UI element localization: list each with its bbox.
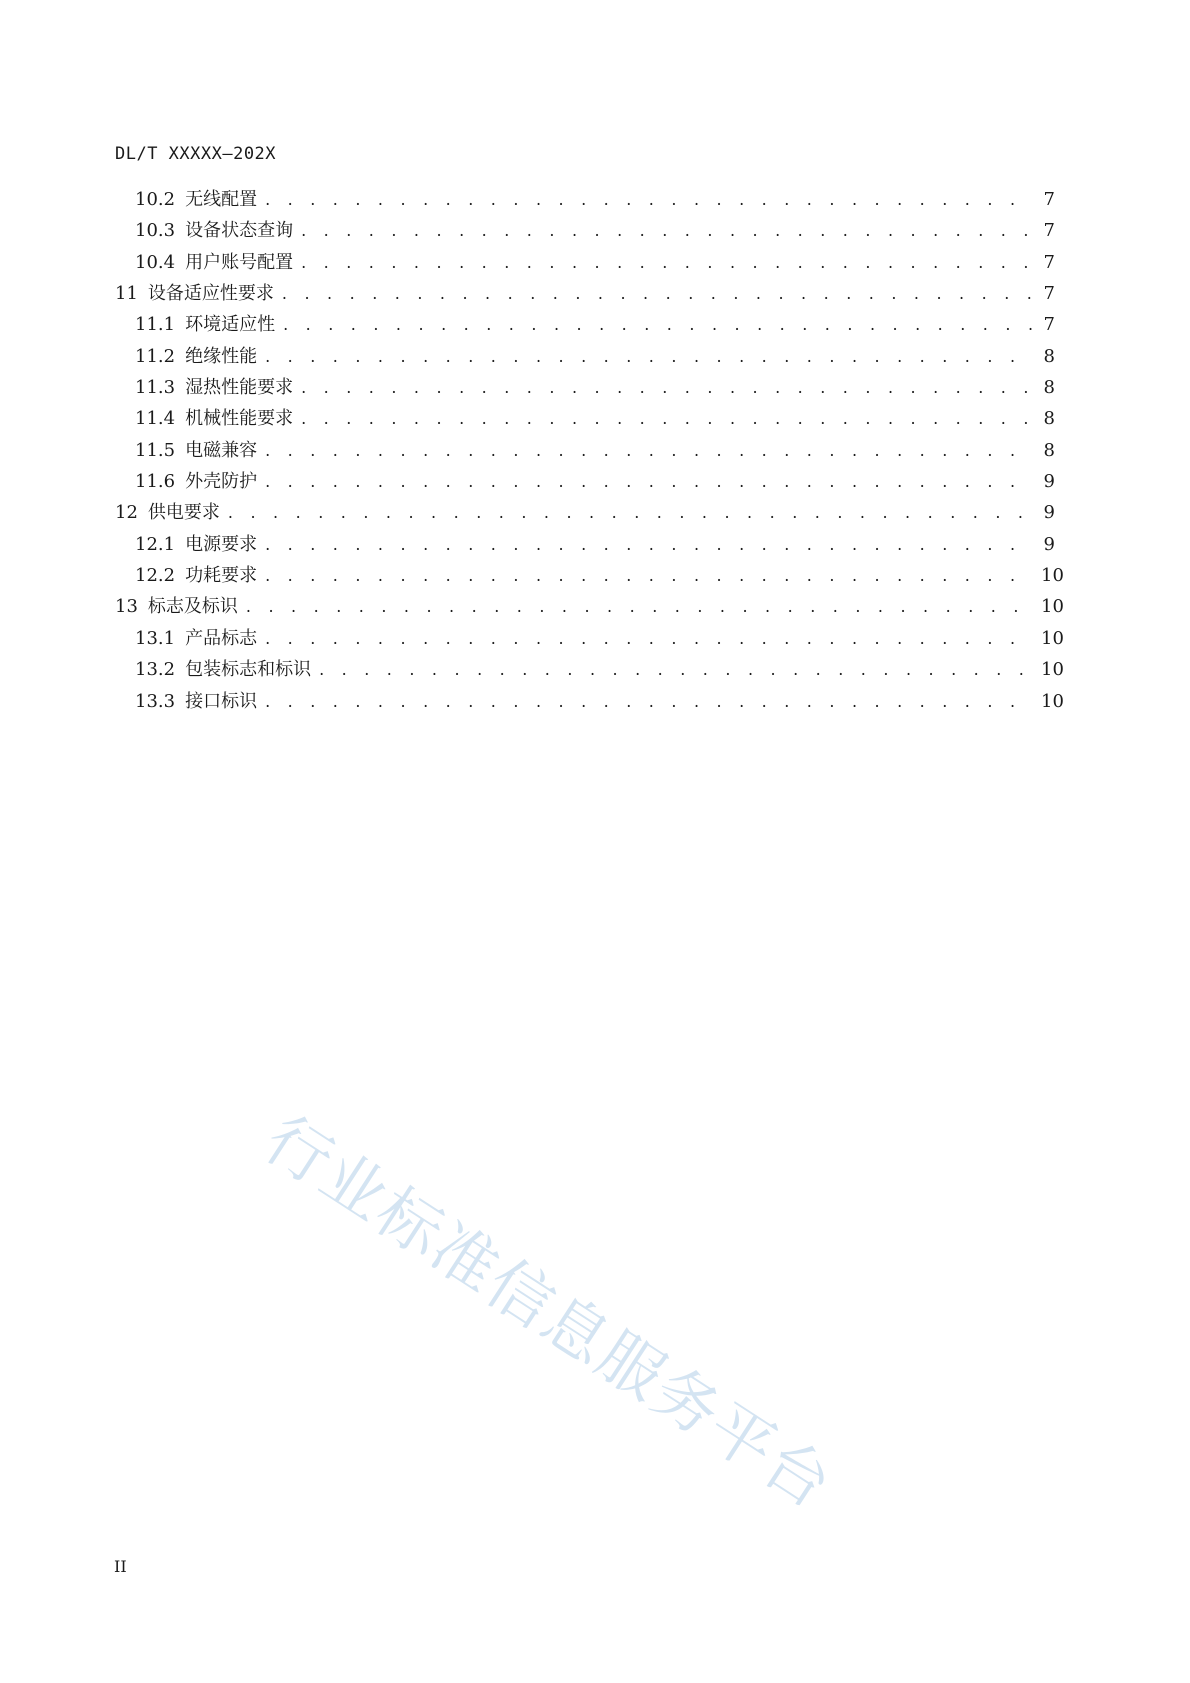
toc-entry-page: 8: [1043, 345, 1055, 367]
toc-entry[interactable]: [115, 436, 1055, 467]
toc-entry-title: 设备状态查询: [185, 220, 294, 242]
toc-entry[interactable]: [115, 342, 1055, 373]
toc-entry-number: 12.2: [135, 565, 176, 587]
toc-dot-leader: [265, 566, 1033, 585]
toc-entry-title: 外壳防护: [185, 471, 258, 493]
toc-entry[interactable]: [115, 373, 1055, 404]
toc-entry-page: 10: [1041, 690, 1064, 712]
toc-dot-leader: [265, 190, 1033, 209]
toc-entry-title: 机械性能要求: [185, 408, 294, 430]
toc-entry-title: 电源要求: [185, 533, 258, 555]
toc-dot-leader: [301, 378, 1033, 397]
toc-entry[interactable]: [115, 185, 1055, 216]
toc-entry-title: 环境适应性: [185, 314, 276, 336]
toc-entry-number: 13.2: [135, 659, 176, 681]
toc-entry-page: 10: [1041, 627, 1064, 649]
document-code: DL/T XXXXX—202X: [115, 144, 277, 164]
toc-entry[interactable]: [115, 561, 1064, 592]
toc-entry-page: 7: [1043, 189, 1055, 210]
toc-entry-page: 10: [1041, 596, 1064, 618]
watermark: 行业标准信息服务平台: [251, 1102, 846, 1525]
toc-dot-leader: [301, 409, 1033, 428]
toc-entry-number: 10.2: [135, 189, 176, 210]
toc-dot-leader: [265, 441, 1033, 460]
toc-entry-page: 8: [1043, 377, 1055, 399]
table-of-contents: [115, 185, 1064, 718]
toc-entry-number: 13.1: [135, 627, 176, 649]
toc-entry-number: 11.4: [135, 408, 176, 430]
toc-entry-page: 8: [1043, 408, 1055, 430]
toc-entry-page: 7: [1043, 220, 1055, 242]
toc-entry-title: 包装标志和标识: [185, 659, 312, 681]
toc-dot-leader: [265, 472, 1033, 491]
toc-entry-page: 9: [1043, 533, 1055, 555]
toc-entry[interactable]: [115, 687, 1064, 718]
toc-entry-title: 设备适应性要求: [147, 283, 274, 305]
toc-dot-leader: [265, 629, 1033, 648]
toc-dot-leader: [265, 347, 1033, 366]
toc-entry-title: 湿热性能要求: [185, 377, 294, 399]
toc-entry[interactable]: [115, 467, 1055, 498]
toc-entry-title: 用户账号配置: [185, 251, 294, 273]
toc-entry-title: 供电要求: [147, 502, 220, 524]
toc-entry-title: 标志及标识: [147, 596, 238, 618]
toc-entry[interactable]: [115, 498, 1055, 529]
toc-entry[interactable]: [115, 310, 1055, 341]
toc-entry-page: 7: [1043, 251, 1055, 273]
toc-entry[interactable]: [115, 404, 1055, 435]
toc-entry-number: 11: [115, 283, 138, 305]
toc-entry-page: 7: [1043, 283, 1055, 305]
toc-entry-number: 13.3: [135, 690, 176, 712]
toc-entry[interactable]: [115, 279, 1055, 310]
toc-dot-leader: [228, 503, 1033, 522]
toc-entry-title: 绝缘性能: [185, 345, 258, 367]
toc-dot-leader: [282, 284, 1033, 303]
toc-entry-page: 7: [1043, 314, 1055, 336]
toc-entry-number: 11.2: [135, 345, 176, 367]
toc-entry-number: 12: [115, 502, 138, 524]
toc-entry-title: 功耗要求: [185, 565, 258, 587]
toc-entry-number: 10.3: [135, 220, 176, 242]
toc-entry[interactable]: [115, 592, 1064, 623]
toc-entry-page: 10: [1041, 659, 1064, 681]
toc-entry[interactable]: [115, 216, 1055, 247]
toc-dot-leader: [301, 221, 1033, 240]
toc-dot-leader: [265, 692, 1033, 711]
toc-dot-leader: [301, 253, 1033, 272]
toc-entry[interactable]: [115, 655, 1064, 686]
toc-entry-title: 无线配置: [185, 189, 258, 210]
toc-dot-leader: [265, 535, 1033, 554]
toc-entry-number: 11.1: [135, 314, 176, 336]
toc-entry-page: 9: [1043, 471, 1055, 493]
toc-entry-page: 9: [1043, 502, 1055, 524]
toc-entry-number: 12.1: [135, 533, 176, 555]
toc-entry[interactable]: [115, 248, 1055, 279]
toc-entry-number: 11.3: [135, 377, 176, 399]
toc-entry-page: 8: [1043, 439, 1055, 461]
toc-dot-leader: [319, 660, 1033, 679]
toc-entry-number: 13: [115, 596, 138, 618]
toc-entry-number: 11.5: [135, 439, 176, 461]
page-number: II: [114, 1557, 127, 1576]
toc-dot-leader: [283, 315, 1033, 334]
toc-entry-number: 10.4: [135, 251, 176, 273]
toc-entry[interactable]: [115, 624, 1064, 655]
toc-entry-number: 11.6: [135, 471, 176, 493]
toc-entry-page: 10: [1041, 565, 1064, 587]
toc-dot-leader: [246, 597, 1033, 616]
toc-entry-title: 电磁兼容: [185, 439, 258, 461]
toc-entry-title: 产品标志: [185, 627, 258, 649]
toc-entry-title: 接口标识: [185, 690, 258, 712]
toc-entry[interactable]: [115, 530, 1055, 561]
